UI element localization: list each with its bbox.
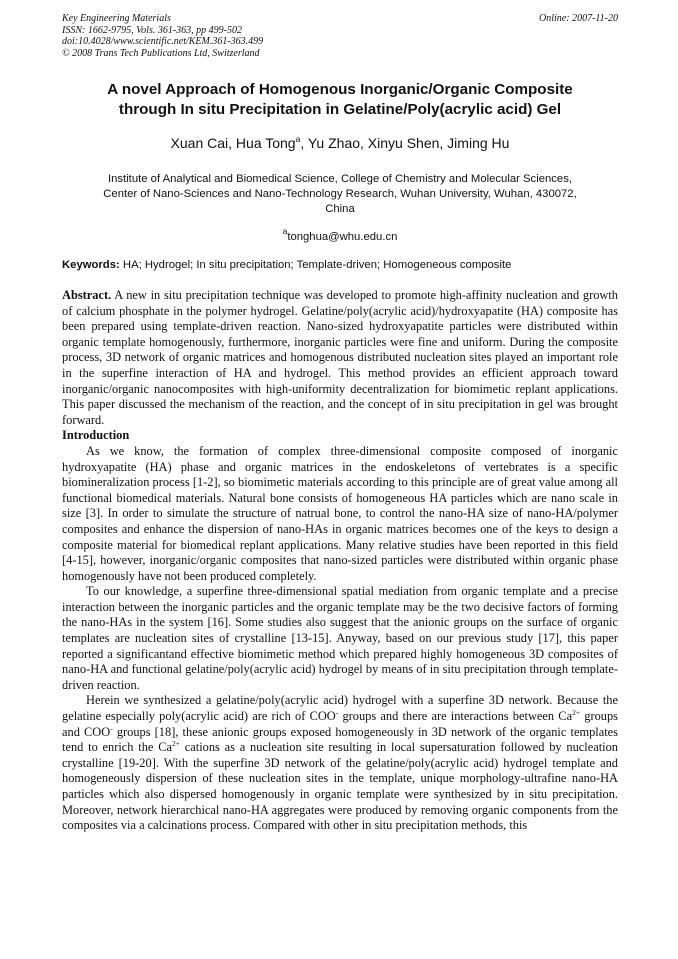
charge-superscript: 2+ <box>572 708 581 718</box>
introduction-heading: Introduction <box>62 428 130 443</box>
intro-paragraph-1: As we know, the formation of complex three-dimensional composite composed of inorganic hydroxyapatite (HA) phase and organic matrices in the endoskeletons of vertebrates is a specific biomineralization process [1-2], so biomimetic materials according to this principle are of great value among all functional biomedical materials. Natural bone consists of homogeneous HA particles which are nano scale in size [3]. In order to simulate the structure of natrual bone, to control the nano-HA size of nano-HA/polymer composites and enhance the dispersion of nano-HAs in organic matrices becomes one of the keys to design a composite material for biomedical replant applications. Many relative studies have been reported in this field [4-15], however, inorganic/organic composites that nano-sized particles were distributed within organic phase homogenously have not been produced completely. <box>62 443 618 583</box>
p3-text-b: groups and there are interactions between Ca <box>338 709 573 724</box>
abstract-label: Abstract. <box>62 288 112 302</box>
affiliation-line-3: China <box>325 203 355 216</box>
author-superscript: a <box>295 134 301 144</box>
title-line-1: A novel Approach of Homogenous Inorganic/Organic Composite <box>107 81 573 98</box>
abstract-text: A new in situ precipitation technique was developed to promote high-affinity nucleation and growth of calcium phosphate in the polymer hydrogel. Gelatine/poly(acrylic acid)/hydroxyapatite (HA) composite has been prepared using template-driven reaction. Nano-sized hydroxyapatite particles were distributed within organic template homogenously, furthermore, inorganic particles were fine and uniform. During the composite process, 3D network of organic matrices and homogenous distributed nucleation sites played an important role in the superfine interaction of HA and hydrogel. This method provides an efficient approach toward inorganic/organic nanocomposites with high-uniformity decentralization for biomimetic replant applications. This paper discussed the mechanism of the reaction, and the concept of in situ precipitation in gel was brought forward. <box>62 288 618 427</box>
author-names-rest: , Yu Zhao, Xinyu Shen, Jiming Hu <box>300 135 510 151</box>
p3-text-e: cations as a nucleation site resulting in local supersaturation followed by nucleation crystalline [19-20]. With the superfine 3D network of the gelatine/poly(acrylic acid) hydrogel template and homogeneously dispersion of these nucleation sites in the template, unique morphology-ultrafine nano-HA particles which also dispersed homogenously in organic template were synthesized by in situ precipitation. Moreover, network hierarchical nano-HA aggregates were produced by removing organic components from the composites via a calcinations process. Compared with other in situ precipitation methods, this <box>62 740 618 833</box>
affiliation-line-1: Institute of Analytical and Biomedical Science, College of Chemistry and Molecular Sciences, <box>107 173 573 185</box>
copyright-line: © 2008 Trans Tech Publications Ltd, Switzerland <box>62 47 260 59</box>
intro-paragraph-3 <box>62 693 618 833</box>
email-superscript: a <box>282 226 288 236</box>
intro-paragraph-2: To our knowledge, a superfine three-dimensional spatial mediation from organic template and a precise interaction between the inorganic particles and the organic template may be the two decisive factors of forming the nano-HAs in the system [16]. Some studies also suggest that the anionic groups on the surface of organic templates are nucleation sites of crystalline [13-15]. Anyway, based on our previous study [17], this paper reported a significantand effective biomimetic method which prepared highly homogeneous 3D composites of nano-HA and functional gelatine/poly(acrylic acid) hydrogel by means of in situ precipitation through template-driven reaction. <box>62 584 618 692</box>
author-list <box>62 134 618 152</box>
charge-superscript: - <box>110 723 113 733</box>
keywords-label: Keywords: <box>62 259 120 271</box>
doi-line: doi:10.4028/www.scientific.net/KEM.361-363.499 <box>62 36 264 47</box>
p3-text-c: groups and COO <box>62 709 619 739</box>
author-names-first: Xuan Cai, Hua Tong <box>170 135 296 151</box>
title-line-2: through In situ Precipitation in Gelatine/Poly(acrylic acid) Gel <box>118 101 562 118</box>
online-date: Online: 2007-11-20 <box>539 13 618 24</box>
corresponding-email <box>62 226 618 245</box>
affiliation <box>62 172 618 218</box>
issn-line: ISSN: 1662-9795, Vols. 361-363, pp 499-502 <box>62 24 242 36</box>
charge-superscript: 2+ <box>171 739 180 749</box>
paper-title <box>62 80 618 120</box>
affiliation-line-2: Center of Nano-Sciences and Nano-Technology Research, Wuhan University, Wuhan, 430072, <box>103 188 577 201</box>
abstract-paragraph <box>62 288 618 428</box>
p3-text-a: Herein we synthesized a gelatine/poly(acrylic acid) hydrogel with a superfine 3D network. Because the gelatine especially poly(acrylic acid) are rich of COO <box>62 693 618 724</box>
journal-header <box>62 13 618 59</box>
p3-text-d: groups [18], these anionic groups exposed homogeneously in 3D network of the organic templates tend to enrich the Ca <box>62 724 618 755</box>
keywords <box>62 258 618 273</box>
email-address[interactable]: tonghua@whu.edu.cn <box>287 231 398 243</box>
paper-body <box>62 288 618 834</box>
charge-superscript: - <box>335 708 339 718</box>
journal-name: Key Engineering Materials <box>62 13 171 24</box>
keywords-text: HA; Hydrogel; In situ precipitation; Template-driven; Homogeneous composite <box>119 259 512 271</box>
